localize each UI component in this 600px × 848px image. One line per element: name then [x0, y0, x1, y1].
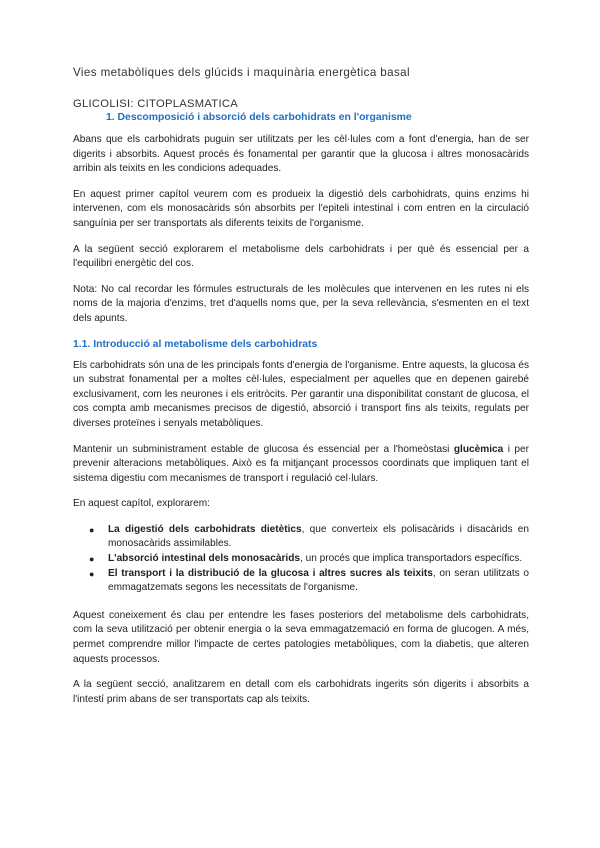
- text-run: Mantenir un subministrament estable de glucosa és essencial per a l'homeòstasi: [73, 443, 454, 455]
- list-item-bold: L'absorció intestinal dels monosacàrids: [108, 553, 300, 565]
- paragraph: A la següent secció, analitzarem en detall com els carbohidrats ingerits són digerits i absorbits a l'intestí prim abans de ser transportats cap als teixits.: [73, 679, 529, 705]
- list-item-text: , un procés que implica transportadors específics.: [300, 553, 523, 565]
- bullet-icon: ●: [89, 568, 95, 579]
- subsection-heading: 1.1. Introducció al metabolisme dels carbohidrats: [73, 338, 318, 350]
- list-item-text: , que converteix els polisacàrids i disacàrids en monosacàrids assimilables.: [108, 523, 529, 550]
- document-title: Vies metabòliques dels glúcids i maquinària energètica basal: [73, 66, 411, 79]
- topic-list: [73, 523, 529, 596]
- list-item-bold: La digestió dels carbohidrats dietètics: [108, 523, 302, 535]
- list-item-text: , on seran utilitzats o emmagatzemats segons les necessitats de l'organisme.: [108, 567, 530, 594]
- list-intro: En aquest capítol, explorarem:: [73, 498, 210, 510]
- section-heading: 1. Descomposició i absorció dels carbohidrats en l'organisme: [106, 112, 412, 123]
- list-item: [89, 567, 530, 596]
- paragraph: A la següent secció explorarem el metabolisme dels carbohidrats i per què és essencial per a l'equilibri energètic del cos.: [73, 243, 529, 270]
- bold-term: glucèmica: [453, 443, 504, 455]
- paragraph: Aquest coneixement és clau per entendre les fases posteriors del metabolisme dels carbohidrats, com la seva utilització per obtenir energia o la seva emmagatzemació en forma de glucogen. A més, permet comprendre millor l'impacte de certes patologies metabòliques, com la diabetis, que alteren aquests processos.: [73, 609, 529, 665]
- paragraph: En aquest primer capítol veurem com es produeix la digestió dels carbohidrats, quins enzims hi intervenen, com els monosacàrids són absorbits per l'epiteli intestinal i com entren en la circulació sanguínia per ser transportats als diferents teixits de l'organisme.: [73, 188, 529, 229]
- text-run: i per prevenir alteracions metabòliques. Això es fa mitjançant processos coordinats que impliquen tant el sistema digestiu com mecanismes de transport i regulació cel·lulars.: [73, 443, 529, 484]
- list-item: [89, 523, 529, 552]
- bullet-icon: ●: [89, 524, 95, 535]
- note-paragraph: Nota: No cal recordar les fórmules estructurals de les molècules que intervenen en les rutes ni els noms de la majoria d'enzims, tret d'aquells noms que, per la seva rellevància, s'esmenten en el text dels apunts.: [73, 283, 529, 324]
- bullet-icon: ●: [89, 554, 95, 565]
- paragraph: Els carbohidrats són una de les principals fonts d'energia de l'organisme. Entre aquests, la glucosa és un substrat fonamental per a moltes cèl·lules, especialment per aquelles que en depenen gairebé exclusivament, com les neurones i els eritròcits. Per garantir una disponibilitat constant de glucosa, el cos compta amb mecanismes precisos de digestió, absorció i transport fins als teixits, regulats per diverses proteïnes i senyals metabòliques.: [73, 359, 529, 429]
- chapter-heading: GLICOLISI: CITOPLASMATICA: [73, 98, 238, 110]
- list-item-bold: El transport i la distribució de la glucosa i altres sucres als teixits: [108, 567, 433, 579]
- document-page: [73, 66, 529, 718]
- homeostasis-paragraph: [73, 443, 529, 487]
- paragraph: Abans que els carbohidrats puguin ser utilitzats per les cèl·lules com a font d'energia, han de ser digerits i absorbits. Aquest procés és fonamental per garantir que la glucosa i altres monosacàrids arribin als teixits en les condicions adequades.: [73, 134, 529, 175]
- list-item: [89, 552, 529, 567]
